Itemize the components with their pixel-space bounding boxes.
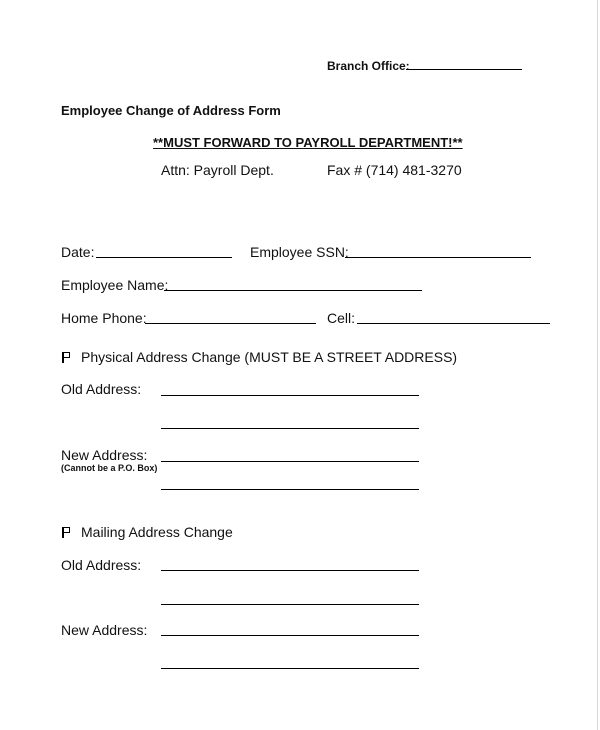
mailing-new-address-label: New Address: (61, 622, 148, 638)
payroll-notice: **MUST FORWARD TO PAYROLL DEPARTMENT!** (153, 135, 463, 150)
physical-new-address-line-2[interactable] (161, 489, 419, 490)
mailing-address-checkbox[interactable] (62, 525, 71, 543)
mailing-new-address-line-2[interactable] (161, 668, 419, 669)
home-phone-label: Home Phone: (61, 310, 147, 326)
mailing-address-heading: Mailing Address Change (81, 524, 233, 540)
physical-address-heading: Physical Address Change (MUST BE A STREET ADDRESS) (81, 349, 458, 365)
physical-new-address-label: New Address: (61, 447, 148, 463)
mailing-old-address-line-2[interactable] (161, 604, 419, 605)
employee-name-field[interactable] (164, 290, 422, 291)
flag-checkbox-icon (62, 527, 71, 538)
branch-office-label: Branch Office: (327, 59, 410, 73)
fax-text: Fax # (714) 481-3270 (327, 162, 462, 178)
date-label: Date: (61, 244, 95, 260)
date-field[interactable] (96, 257, 232, 258)
employee-name-label: Employee Name: (61, 277, 169, 293)
cell-label: Cell: (327, 310, 356, 326)
mailing-old-address-line-1[interactable] (161, 570, 419, 571)
po-box-note: (Cannot be a P.O. Box) (61, 463, 158, 473)
attn-text: Attn: Payroll Dept. (161, 162, 274, 178)
physical-old-address-line-1[interactable] (161, 395, 419, 396)
ssn-field[interactable] (345, 257, 531, 258)
physical-old-address-line-2[interactable] (161, 428, 419, 429)
branch-office-field[interactable] (406, 69, 522, 70)
physical-old-address-label: Old Address: (61, 381, 142, 397)
physical-new-address-line-1[interactable] (161, 461, 419, 462)
flag-checkbox-icon (62, 352, 71, 363)
mailing-old-address-label: Old Address: (61, 557, 142, 573)
form-title: Employee Change of Address Form (61, 103, 281, 118)
ssn-label: Employee SSN: (250, 244, 349, 260)
physical-address-checkbox[interactable] (62, 350, 71, 368)
cell-field[interactable] (357, 323, 550, 324)
home-phone-field[interactable] (145, 323, 316, 324)
mailing-new-address-line-1[interactable] (161, 635, 419, 636)
